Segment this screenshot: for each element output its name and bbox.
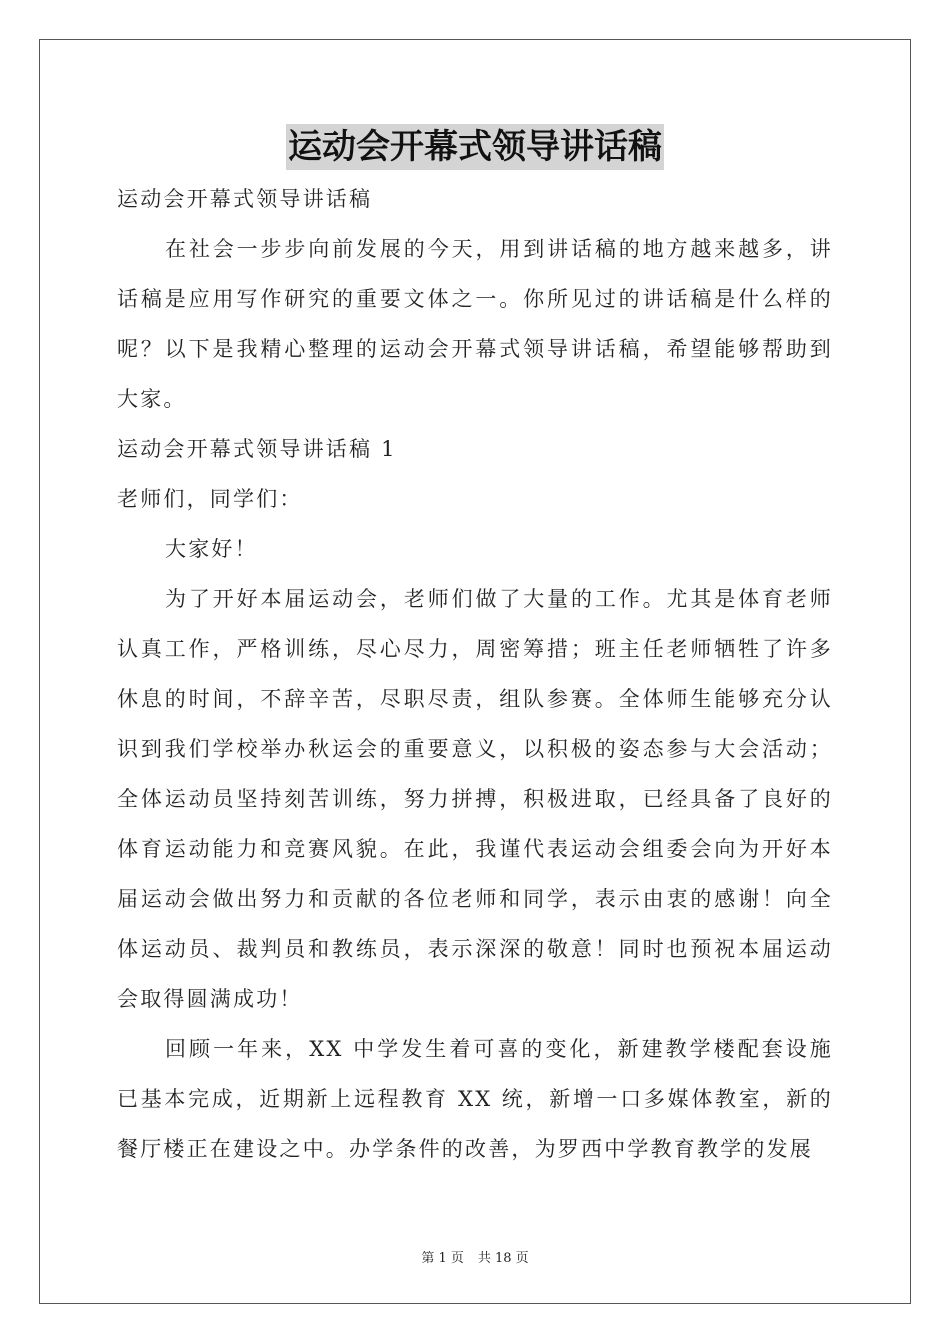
page-footer bbox=[0, 1250, 950, 1268]
document-body bbox=[117, 174, 833, 1174]
paragraph: 为了开好本届运动会，老师们做了大量的工作。尤其是体育老师认真工作，严格训练，尽心尽力，周密筹措；班主任老师牺牲了许多休息的时间，不辞辛苦，尽职尽责，组队参赛。全体师生能够充分认识到我们学校举办秋运会的重要意义，以积极的姿态参与大会活动；全体运动员坚持刻苦训练，努力拼搏，积极进取，已经具备了良好的体育运动能力和竞赛风貌。在此，我谨代表运动会组委会向为开好本届运动会做出努力和贡献的各位老师和同学，表示由衷的感谢！向全体运动员、裁判员和教练员，表示深深的敬意！同时也预祝本届运动会取得圆满成功！ bbox=[117, 587, 833, 1011]
page-number: 第 1 页 bbox=[421, 1251, 464, 1266]
paragraph: 大家好！ bbox=[165, 537, 258, 561]
paragraph: 在社会一步步向前发展的今天，用到讲话稿的地方越来越多，讲话稿是应用写作研究的重要文体之一。你所见过的讲话稿是什么样的呢？以下是我精心整理的运动会开幕式领导讲话稿，希望能够帮助到大家。 bbox=[117, 237, 833, 411]
paragraph: 运动会开幕式领导讲话稿 1 bbox=[117, 437, 397, 461]
document-title: 运动会开幕式领导讲话稿 bbox=[286, 124, 664, 170]
page-total: 共 18 页 bbox=[477, 1251, 529, 1266]
paragraph: 回顾一年来，XX 中学发生着可喜的变化，新建教学楼配套设施已基本完成，近期新上远程教育 XX 统，新增一口多媒体教室，新的餐厅楼正在建设之中。办学条件的改善，为罗西中学教育教学的发展 bbox=[117, 1037, 833, 1161]
paragraph: 老师们，同学们： bbox=[117, 487, 303, 511]
title-area bbox=[0, 124, 950, 170]
paragraph: 运动会开幕式领导讲话稿 bbox=[117, 187, 373, 211]
